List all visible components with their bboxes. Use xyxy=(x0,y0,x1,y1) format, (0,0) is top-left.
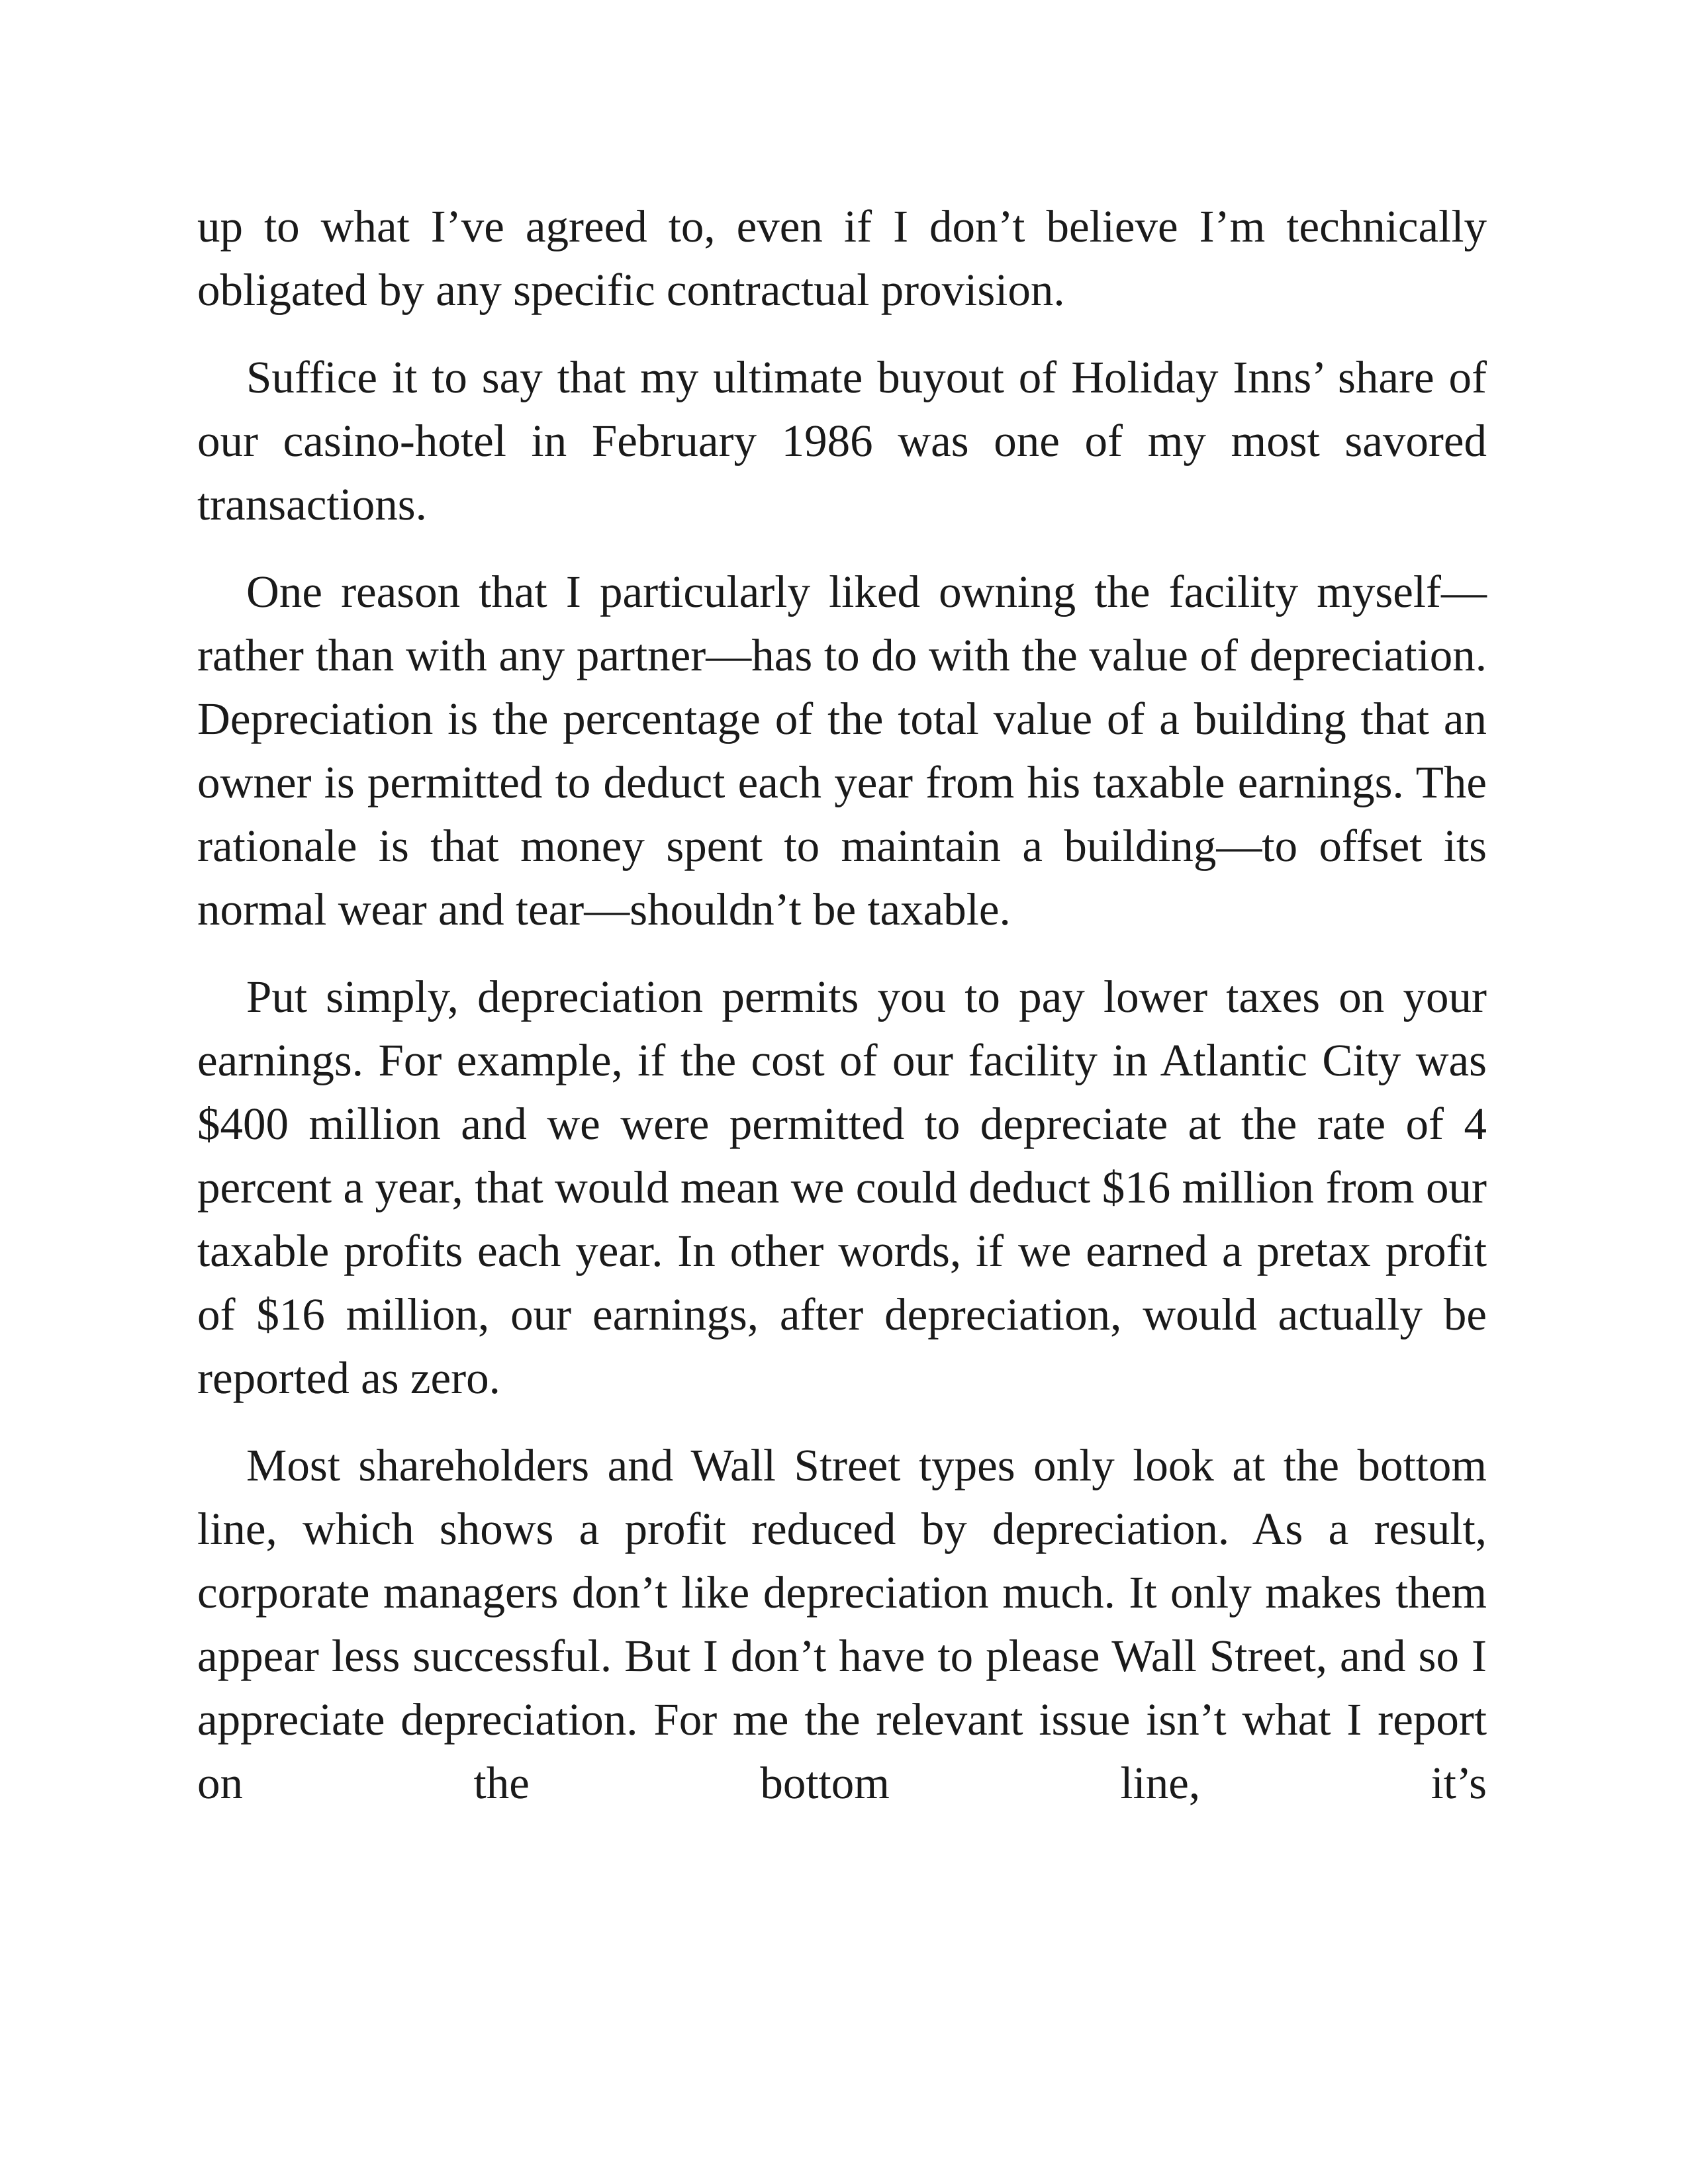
paragraph-depreciation-definition: One reason that I particularly liked owning the facility myself—rather than with any partner—has to do with the value of depreciation. Depreciation is the percentage of the total value of a building that an owner is permitted to deduct each year from his taxable earnings. The rationale is that money spent to maintain a building—to offset its normal wear and tear—shouldn’t be taxable. xyxy=(197,567,1487,934)
paragraph-continued: up to what I’ve agreed to, even if I don’t believe I’m technically obligated by any specific contractual provision. xyxy=(197,201,1487,315)
paragraph-wall-street: Most shareholders and Wall Street types only look at the bottom line, which shows a profit reduced by depreciation. As a result, corporate managers don’t like depreciation much. It only makes them appear less successful. But I don’t have to please Wall Street, and so I appreciate depreciation. For me the relevant issue isn’t what I report on the bottom line, it’s xyxy=(197,1440,1487,1808)
body-text xyxy=(197,195,1487,1815)
paragraph-holiday-inns-buyout: Suffice it to say that my ultimate buyout of Holiday Inns’ share of our casino-hotel in February 1986 was one of my most savored transactions. xyxy=(197,352,1487,529)
paragraph-depreciation-example: Put simply, depreciation permits you to pay lower taxes on your earnings. For example, if the cost of our facility in Atlantic City was $400 million and we were permitted to depreciate at the rate of 4 percent a year, that would mean we could deduct $16 million from our taxable profits each year. In other words, if we earned a pretax profit of $16 million, our earnings, after depreciation, would actually be reported as zero. xyxy=(197,972,1487,1403)
